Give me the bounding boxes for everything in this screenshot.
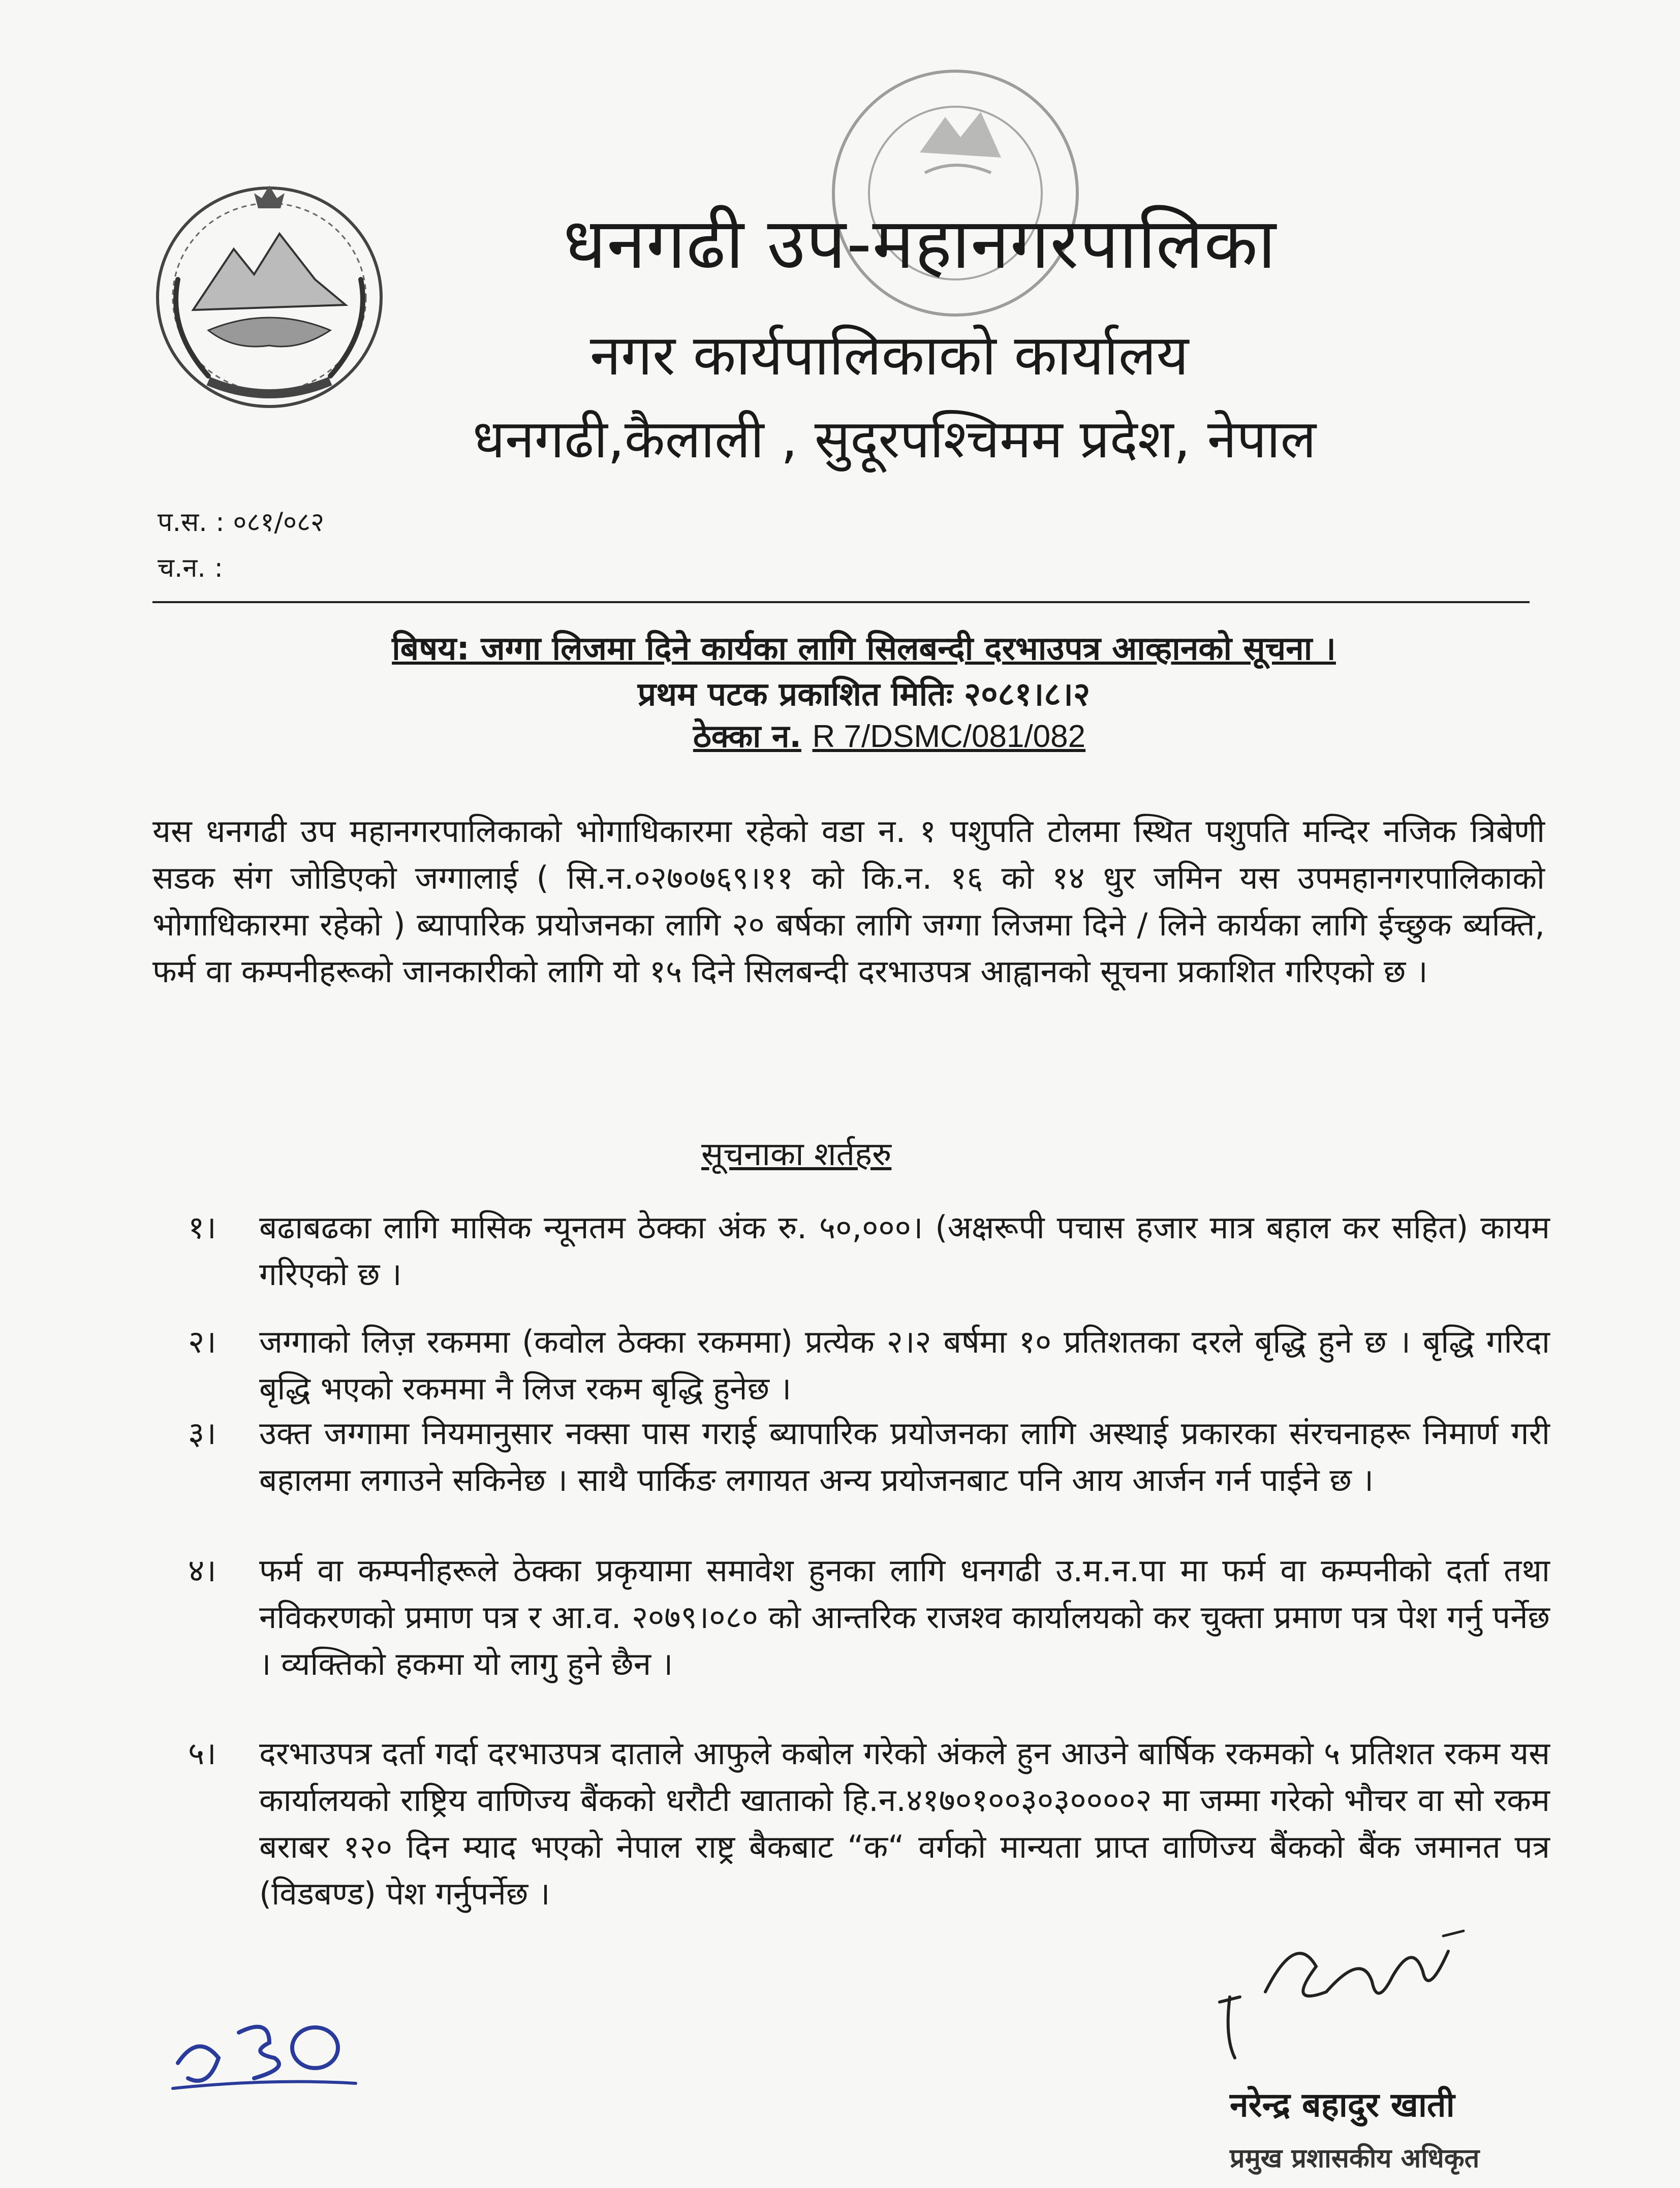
org-name: धनगढी उप-महानगरपालिका	[563, 203, 1277, 285]
condition-text: उक्त जग्गामा नियमानुसार नक्सा पास गराई ब्यापारिक प्रयोजनका लागि अस्थाई प्रकारका संरचनाहरू निमार्ण गरी बहालमा लगाउने सकिनेछ । साथै पार्किङ लगायत अन्य प्रयोजनबाट पनि आय आर्जन गर्न पाईने छ ।	[259, 1415, 1550, 1498]
condition-text: बढाबढका लागि मासिक न्यूनतम ठेक्का अंक रु. ५०,०००। (अक्षरूपी पचास हजार मात्र बहाल कर सहित) कायम गरिएको छ ।	[259, 1209, 1550, 1293]
publication-date: प्रथम पटक प्रकाशित मितिः २०८१।८।२	[637, 676, 1091, 713]
signer-name: नरेन्द्र बहादुर खाती	[1230, 2085, 1455, 2124]
handwritten-note	[168, 2002, 361, 2093]
notice-body: यस धनगढी उप महानगरपालिकाको भोगाधिकारमा रहेको वडा न. १ पशुपति टोलमा स्थित पशुपति मन्दिर नजिक त्रिबेणी सडक संग जोडिएको जग्गालाई ( सि.न.०२७०७६९।११ को कि.न. १६ को १४ धुर जमिन यस उपमहानगरपालिकाको भोगाधिकारमा रहेको ) ब्यापारिक प्रयोजनका लागि २० बर्षका लागि जग्गा लिजमा दिने / लिने कार्यका लागि ईच्छुक ब्यक्ति, फर्म वा कम्पनीहरूको जानकारीको लागि यो १५ दिने सिलबन्दी दरभाउपत्र आह्वानको सूचना प्रकाशित गरिएको छ ।	[152, 812, 1545, 990]
office-name: नगर कार्यपालिकाको कार्यालय	[589, 323, 1189, 388]
divider	[152, 601, 1530, 603]
reference-number: प.स. : ०८१/०८२	[158, 507, 325, 538]
nepal-emblem-icon	[147, 178, 391, 417]
condition-number: २।	[188, 1323, 216, 1360]
condition-item	[188, 1204, 1550, 1298]
condition-item	[188, 1410, 1550, 1504]
condition-text: दरभाउपत्र दर्ता गर्दा दरभाउपत्र दाताले आफुले कबोल गरेको अंकले हुन आउने बार्षिक रकमको ५ प्रतिशत रकम यस कार्यालयको राष्ट्रिय वाणिज्य बैंकको धरौटी खाताको हि.न.४१७०१००३०३००००२ मा जम्मा गरेको भौचर वा सो रकम बराबर १२० दिन म्याद भएको नेपाल राष्ट्र बैकबाट “क“ वर्गको मान्यता प्राप्त वाणिज्य बैंकको बैंक जमानत पत्र (विडबण्ड) पेश गर्नुपर्नेछ ।	[259, 1735, 1550, 1912]
signer-title: प्रमुख प्रशासकीय अधिकृत	[1230, 2143, 1480, 2174]
conditions-heading: सूचनाका शर्तहरु	[701, 1136, 892, 1173]
condition-item	[188, 1319, 1550, 1412]
signature	[1209, 1921, 1474, 2083]
office-address: धनगढी,कैलाली , सुदूरपश्चिमम प्रदेश, नेपाल	[473, 408, 1316, 470]
dispatch-number: च.न. :	[158, 553, 223, 583]
condition-text: जग्गाको लिज़ रकममा (कवोल ठेक्का रकममा) प्रत्येक २।२ बर्षमा १० प्रतिशतका दरले बृद्धि हुने छ । बृद्धि गरिदा बृद्धि भएको रकममा नै लिज रकम बृद्धि हुनेछ ।	[259, 1323, 1550, 1407]
contract-number	[559, 714, 1220, 757]
condition-item	[188, 1547, 1550, 1687]
condition-number: १।	[188, 1209, 216, 1246]
condition-text: फर्म वा कम्पनीहरूले ठेक्का प्रकृयामा समावेश हुनका लागि धनगढी उ.म.न.पा मा फर्म वा कम्पनीको दर्ता तथा नविकरणको प्रमाण पत्र र आ.व. २०७९।०८० को आन्तरिक राजश्व कार्यालयको कर चुक्ता प्रमाण पत्र पेश गर्नु पर्नेछ । व्यक्तिको हकमा यो लागु हुने छैन ।	[259, 1552, 1550, 1682]
contract-label: ठेक्का न.	[693, 717, 801, 755]
condition-item	[188, 1730, 1550, 1917]
condition-number: ५।	[188, 1735, 216, 1772]
contract-code: R 7/DSMC/081/082	[812, 719, 1086, 754]
condition-number: ४।	[188, 1552, 216, 1589]
notice-subject: बिषय: जग्गा लिजमा दिने कार्यका लागि सिलबन्दी दरभाउपत्र आव्हानको सूचना ।	[392, 630, 1336, 668]
condition-number: ३।	[188, 1415, 216, 1452]
